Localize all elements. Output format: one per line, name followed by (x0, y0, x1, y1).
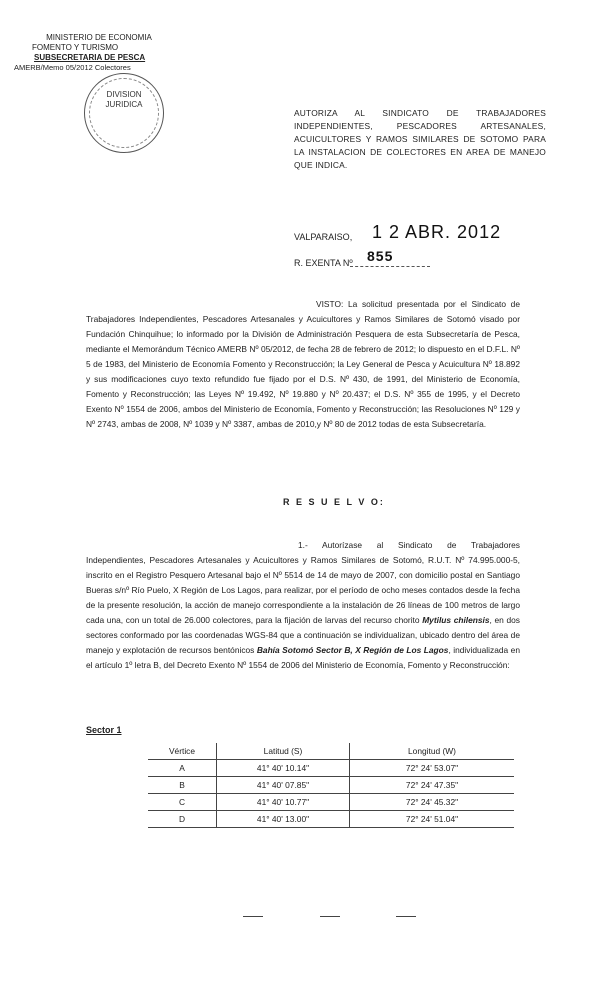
division-juridica-stamp (84, 73, 164, 153)
subsecretaria-name: SUBSECRETARIA DE PESCA (34, 53, 146, 62)
document-title: AUTORIZA AL SINDICATO DE TRABAJADORES INDEPENDIENTES, PESCADORES ARTESANALES, ACUICULTORES Y RAMOS SIMILARES DE SOTOMO PARA LA INSTALACION DE COLECTORES EN AREA DE MANEJO QUE INDICA. (294, 108, 546, 170)
ministry-name: MINISTERIO DE ECONOMIA (46, 33, 152, 42)
stamp-line-1: DIVISION (106, 90, 142, 99)
visto-text: VISTO: La solicitud presentada por el Sindicato de Trabajadores Independientes, Pescadores Artesanales y Acuicultores y Ramos Similares de Sotomó visado por Fundación Chinquihue; lo informado por la División de Administración Pesquera de esta Subsecretaría de Pesca, mediante el Memorándum Técnico AMERB Nº 05/2012, de fecha 28 de febrero de 2012; lo dispuesto en el D.F.L. Nº 5 de 1983, del Ministerio de Economía Fomento y Reconstrucción; la Ley General de Pesca y Acuicultura Nº 18.892 y sus modificaciones cuyo texto refundido fue fijado por el D.S. Nº 430, de 1991, del Ministerio de Economía, Fomento y Reconstrucción; las Leyes Nº 19.492, Nº 19.880 y Nº 20.437; el D.S. Nº 355 de 1995, y el Decreto Exento Nº 1554 de 2006, ambos del Ministerio de Economía, Fomento y Reconstrucción; las Resoluciones Nº 129 y Nº 2743, ambas de 2008, Nº 1039 y Nº 3387, ambas de 2010,y Nº 80 de 2012 todas de esta Subsecretaría. (86, 299, 520, 429)
article-1-part-3: , individualizada en el artículo 1º letra B, del Decreto Exento Nº 1554 de 2006 del Ministerio de Economía, Fomento y Reconstrucción: (86, 645, 520, 670)
vertex-cell: B (148, 777, 217, 794)
area-name: Bahía Sotomó Sector B, X Región de Los Lagos (256, 645, 449, 655)
latitude-cell: 41° 40' 10.77" (217, 794, 350, 811)
resuelvo-heading: R E S U E L V O: (283, 497, 385, 507)
vertex-cell: A (148, 760, 217, 777)
vertex-cell: C (148, 794, 217, 811)
visto-paragraph (86, 297, 520, 432)
longitude-cell: 72° 24' 47.35" (350, 777, 515, 794)
column-header: Latitud (S) (217, 743, 350, 760)
resolution-number: 855 (367, 248, 394, 264)
table-row (148, 794, 514, 811)
article-1 (86, 538, 520, 673)
vertex-cell: D (148, 811, 217, 828)
table-row (148, 811, 514, 828)
table-row (148, 760, 514, 777)
resolution-label: R. EXENTA Nº (294, 258, 353, 268)
footer-dash (396, 916, 416, 917)
longitude-cell: 72° 24' 53.07" (350, 760, 515, 777)
column-header: Vértice (148, 743, 217, 760)
article-1-text (86, 538, 520, 673)
table-header-row (148, 743, 514, 760)
latitude-cell: 41° 40' 07.85" (217, 777, 350, 794)
footer-dash (320, 916, 340, 917)
resolution-number-line (350, 266, 430, 267)
species-name: Mytilus chilensis (422, 615, 490, 625)
memo-reference: AMERB/Memo 05/2012 Colectores (14, 63, 131, 72)
article-1-part-2: , en dos sectores conformado por las coordenadas WGS-84 que a continuación se individualizan, ubicado dentro del área de manejo y explotación de recursos bentónicos (86, 615, 520, 655)
latitude-cell: 41° 40' 13.00" (217, 811, 350, 828)
place: VALPARAISO, (294, 232, 353, 242)
stamp-line-2: JURIDICA (105, 100, 143, 109)
footer-dash (243, 916, 263, 917)
table-row (148, 777, 514, 794)
latitude-cell: 41° 40' 10.14" (217, 760, 350, 777)
longitude-cell: 72° 24' 51.04" (350, 811, 515, 828)
sector-heading: Sector 1 (86, 725, 122, 735)
longitude-cell: 72° 24' 45.32" (350, 794, 515, 811)
stamp-text (99, 90, 149, 134)
coordinates-table (148, 743, 514, 828)
date-stamp: 1 2 ABR. 2012 (372, 222, 502, 242)
column-header: Longitud (W) (350, 743, 515, 760)
ministry-name-2: FOMENTO Y TURISMO (32, 43, 119, 52)
letterhead (14, 33, 184, 73)
article-1-part-1: 1.- Autorízase al Sindicato de Trabajadores Independientes, Pescadores Artesanales y Acuicultores y Ramos Similares de Sotomó, R.U.T. Nº 74.995.000-5, inscrito en el Registro Pesquero Artesanal bajo el Nº 5514 de 14 de mayo de 2007, con domicilio postal en Santiago Bueras s/nº Río Puelo, X Región de Los Lagos, para realizar, por el período de ocho meses contados desde la fecha de la presente resolución, la acción de manejo correspondiente a la instalación de 26 líneas de 100 metros de largo cada una, con un total de 26.000 colectores, para la fijación de larvas del recurso chorito (86, 540, 520, 625)
